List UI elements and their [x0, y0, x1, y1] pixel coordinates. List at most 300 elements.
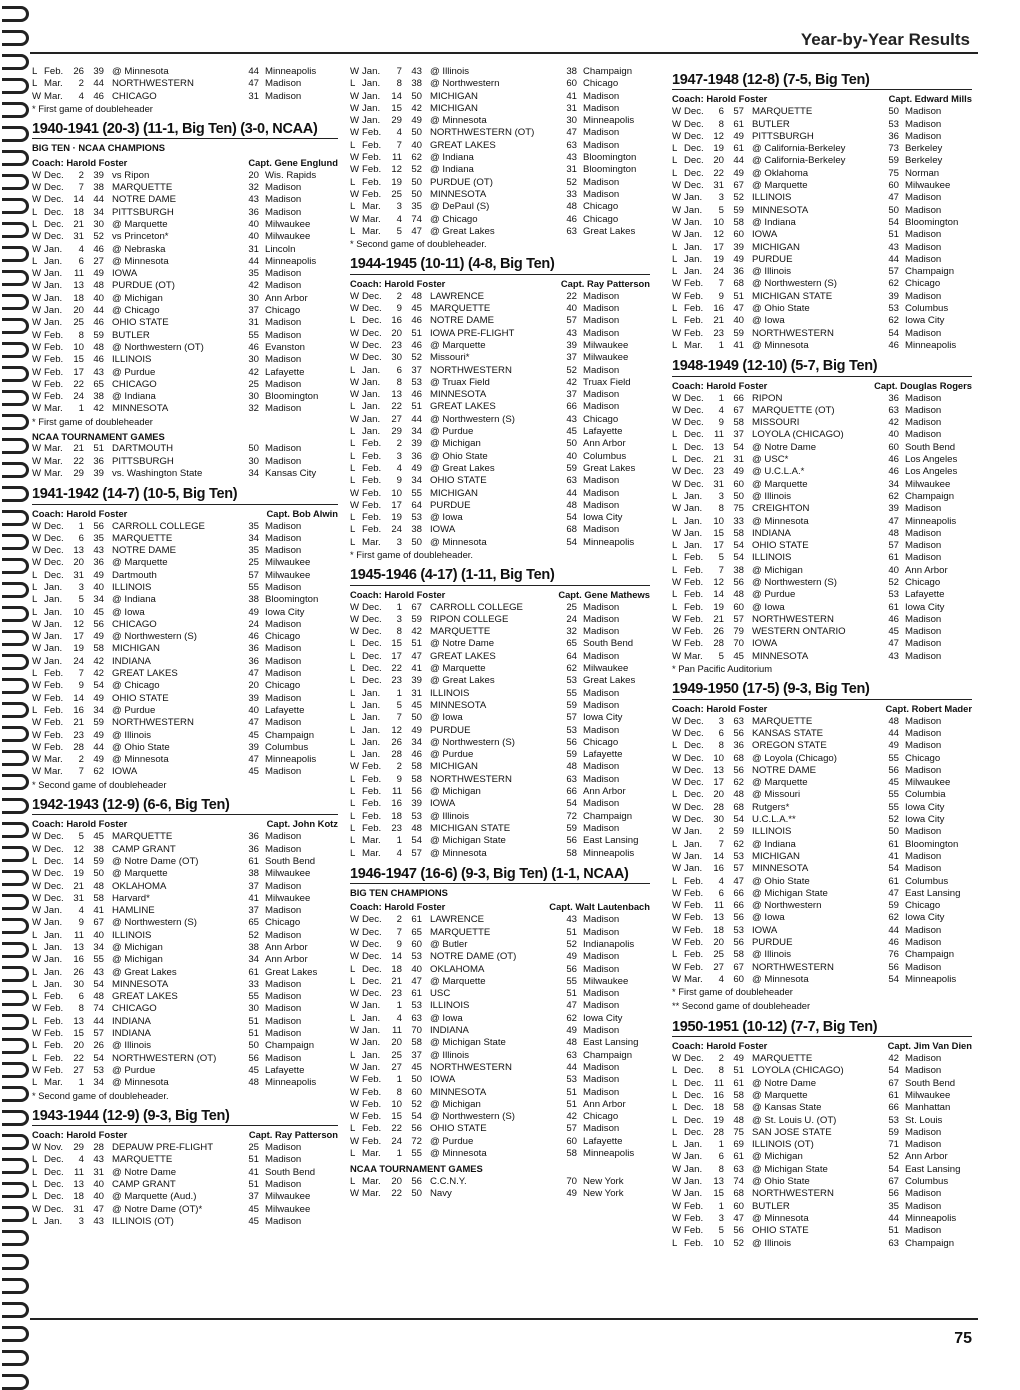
site: East Lansing [905, 887, 961, 899]
binding-ring [2, 438, 29, 454]
day: 21 [73, 443, 84, 455]
game-row [350, 1062, 650, 1074]
opponent-score: 52 [566, 176, 577, 188]
opponent: @ Marquette [430, 663, 486, 675]
opponent: OHIO STATE [112, 317, 169, 329]
opponent-score: 53 [888, 589, 899, 601]
day: 21 [713, 613, 724, 625]
opponent-score: 51 [566, 988, 577, 1000]
month: Feb. [362, 450, 382, 462]
site: Madison [583, 951, 620, 963]
opponent: PURDUE [752, 937, 793, 948]
game-row [350, 328, 650, 340]
binding-ring [2, 174, 29, 190]
opponent-score: 52 [566, 939, 577, 950]
result: W [672, 777, 682, 789]
site: Iowa City [905, 801, 945, 813]
site: Madison [265, 929, 302, 941]
opponent: Harvard* [112, 892, 150, 904]
day: 1 [78, 403, 84, 415]
opponent-score: 62 [888, 315, 899, 327]
opponent-score: 56 [888, 961, 899, 973]
opponent: GREAT LAKES [430, 139, 496, 151]
day: 23 [73, 729, 84, 741]
site: Madison [583, 1000, 620, 1012]
result: L [350, 663, 356, 675]
result: W [672, 392, 682, 404]
site: Madison [265, 1215, 302, 1227]
day: 1 [718, 1200, 724, 1212]
footnote: * Second game of doubleheader [32, 778, 167, 790]
site: Milwaukee [905, 1089, 951, 1101]
wisconsin-score: 68 [733, 278, 744, 290]
opponent: NOTRE DAME [752, 764, 816, 776]
game-row [32, 594, 338, 606]
day: 11 [392, 1025, 402, 1037]
site: South Bend [905, 441, 956, 453]
game-row [32, 91, 338, 103]
game-row [672, 242, 972, 254]
day: 2 [396, 290, 402, 302]
wisconsin-score: 34 [93, 594, 104, 606]
month: Jan. [362, 413, 381, 425]
site: Bloomington [583, 152, 637, 164]
game-row [32, 582, 338, 594]
month: Feb. [44, 991, 64, 1003]
month: Dec. [684, 118, 704, 130]
opponent-score: 33 [248, 978, 259, 990]
game-row [350, 1074, 650, 1086]
opponent-score: 46 [888, 466, 899, 478]
game-row [672, 1213, 972, 1225]
wisconsin-score: 70 [733, 638, 744, 650]
coach-captain-line [350, 901, 650, 914]
result: W [672, 404, 682, 416]
opponent-score: 37 [248, 305, 259, 317]
day: 1 [78, 520, 84, 532]
result: W [672, 1188, 682, 1200]
opponent: @ Marquette [430, 339, 486, 351]
opponent: ILLINOIS (OT) [752, 1139, 814, 1151]
result: W [350, 213, 360, 225]
day: 22 [73, 378, 84, 390]
opponent: CHICAGO [112, 618, 157, 630]
day: 9 [78, 917, 84, 929]
binding-ring [2, 342, 29, 358]
wisconsin-score: 50 [411, 90, 422, 102]
game-row [672, 1201, 972, 1213]
wisconsin-score: 53 [411, 512, 422, 524]
game-row [32, 967, 338, 979]
site: Madison [905, 961, 942, 973]
game-row [350, 426, 650, 438]
opponent-score: 59 [566, 699, 577, 711]
wisconsin-score: 60 [733, 1200, 744, 1212]
game-row [32, 979, 338, 991]
wisconsin-score: 75 [733, 1126, 744, 1138]
site: Madison [265, 194, 302, 206]
site: Madison [583, 626, 620, 638]
opponent-score: 34 [248, 954, 259, 966]
opponent: @ Northwestern (S) [112, 631, 197, 643]
result: W [32, 545, 42, 557]
wisconsin-score: 47 [733, 1212, 744, 1224]
site: Madison [905, 192, 942, 204]
opponent: @ Michigan State [430, 835, 506, 847]
binding-ring [2, 102, 29, 118]
opponent: IOWA [430, 798, 456, 810]
result: W [32, 754, 42, 766]
wisconsin-score: 66 [733, 900, 744, 912]
site: Madison [905, 626, 942, 638]
opponent-score: 36 [248, 831, 259, 843]
month: Dec. [44, 169, 64, 181]
day: 25 [391, 1049, 402, 1061]
game-row [350, 177, 650, 189]
game-row [350, 315, 650, 327]
opponent-score: 55 [566, 975, 577, 987]
opponent: @ Illinois [430, 810, 470, 822]
day: 22 [391, 1123, 402, 1135]
day: 22 [73, 455, 84, 467]
column-3 [672, 66, 972, 1250]
result: W [672, 961, 682, 973]
day: 20 [73, 1040, 84, 1052]
site: Lafayette [583, 1135, 623, 1147]
result: W [32, 455, 42, 467]
binding-ring [2, 270, 29, 286]
result: L [672, 1102, 678, 1114]
opponent: @ California-Berkeley [752, 155, 846, 167]
site: Madison [905, 540, 942, 552]
opponent: @ Northwestern [752, 900, 822, 912]
captain-name: Capt. Jim Van Dien [887, 1040, 972, 1052]
game-row [672, 503, 972, 515]
month: Dec. [684, 429, 704, 441]
opponent-score: 40 [888, 429, 899, 441]
result: W [350, 914, 360, 926]
wisconsin-score: 40 [93, 1191, 104, 1203]
day: 15 [713, 527, 724, 539]
coach-captain-line [672, 93, 972, 106]
month: Nov. [44, 1142, 64, 1154]
site: Chicago [265, 680, 301, 692]
day: 30 [391, 352, 402, 364]
day: 20 [391, 1037, 402, 1049]
opponent-score: 47 [888, 192, 899, 204]
result: W [350, 988, 360, 1000]
site: Madison [265, 268, 302, 280]
wisconsin-score: 45 [733, 650, 744, 662]
opponent: NORTHWESTERN [752, 327, 834, 339]
wisconsin-score: 39 [411, 438, 422, 450]
day: 29 [391, 115, 402, 127]
site: Bloomington [905, 216, 959, 228]
game-row [350, 774, 650, 786]
opponent-score: 35 [248, 545, 259, 557]
month: Dec. [684, 155, 704, 167]
site: Madison [265, 643, 302, 655]
result: L [32, 966, 38, 978]
game-row [350, 537, 650, 549]
site: South Bend [583, 638, 634, 650]
opponent-score: 36 [248, 643, 259, 655]
opponent: @ Marquette [112, 868, 168, 880]
month: Feb. [44, 680, 64, 692]
game-row [672, 1139, 972, 1151]
game-row [32, 66, 338, 78]
binding-ring [2, 222, 29, 238]
month: Jan. [44, 618, 63, 630]
opponent-score: 44 [888, 253, 899, 265]
opponent: LAWRENCE [430, 914, 485, 926]
month: Feb. [44, 1040, 64, 1052]
result: W [32, 741, 42, 753]
month: Dec. [684, 1053, 704, 1065]
result: W [32, 169, 42, 181]
wisconsin-score: 44 [93, 194, 104, 206]
opponent-score: 39 [888, 290, 899, 302]
opponent-score: 54 [566, 798, 577, 810]
month: Dec. [684, 752, 704, 764]
month: Dec. [44, 520, 64, 532]
month: Feb. [362, 786, 382, 798]
wisconsin-score: 39 [93, 467, 104, 479]
opponent: CARROLL COLLEGE [112, 520, 205, 532]
opponent-score: 55 [248, 329, 259, 341]
site: Milwaukee [265, 1203, 311, 1215]
wisconsin-score: 40 [93, 929, 104, 941]
result: W [32, 557, 42, 569]
month: Jan. [684, 540, 703, 552]
wisconsin-score: 60 [733, 601, 744, 613]
month: Dec. [684, 1114, 704, 1126]
day: 23 [391, 822, 402, 834]
binding-ring [2, 750, 29, 766]
wisconsin-score: 48 [733, 789, 744, 801]
result: W [350, 626, 360, 638]
opponent-score: 50 [248, 1040, 259, 1052]
day: 17 [713, 540, 724, 552]
game-row [32, 631, 338, 643]
game-row [32, 403, 338, 415]
site: Chicago [583, 1111, 619, 1123]
site: Milwaukee [583, 975, 629, 987]
wisconsin-score: 62 [733, 838, 744, 850]
month: Dec. [362, 339, 382, 351]
wisconsin-score: 52 [411, 1098, 422, 1110]
result: L [32, 991, 38, 1003]
wisconsin-score: 36 [733, 740, 744, 752]
day: 7 [718, 564, 724, 576]
site: Milwaukee [265, 892, 311, 904]
opponent: IOWA [112, 766, 138, 778]
result: W [32, 905, 42, 917]
month: Jan. [362, 1061, 381, 1073]
month: Mar. [362, 1187, 381, 1199]
site: Madison [905, 613, 942, 625]
result: L [672, 601, 678, 613]
opponent-score: 67 [888, 1077, 899, 1089]
opponent-score: 40 [248, 218, 259, 230]
game-row [350, 1037, 650, 1049]
wisconsin-score: 54 [733, 441, 744, 453]
wisconsin-score: 56 [93, 520, 104, 532]
binding-ring [2, 414, 29, 430]
binding-ring [2, 1374, 29, 1390]
opponent-score: 59 [888, 900, 899, 912]
site: Madison [265, 668, 302, 680]
day: 10 [713, 515, 724, 527]
day: 3 [396, 450, 402, 462]
wisconsin-score: 49 [733, 167, 744, 179]
binding-ring [2, 78, 29, 94]
day: 12 [73, 843, 84, 855]
game-row [672, 229, 972, 241]
opponent-score: 55 [566, 687, 577, 699]
game-row [350, 786, 650, 798]
game-row [350, 524, 650, 536]
result: W [32, 1003, 42, 1015]
day: 16 [713, 863, 724, 875]
footer-rule [30, 1318, 978, 1320]
wisconsin-score: 60 [733, 229, 744, 241]
site: Madison [265, 403, 302, 415]
opponent: @ California-Berkeley [752, 143, 846, 155]
wisconsin-score: 53 [411, 1000, 422, 1012]
result: W [672, 863, 682, 875]
site: Columbus [905, 1176, 949, 1188]
section-subheading: NCAA TOURNAMENT GAMES [350, 1163, 483, 1175]
opponent: MINNESOTA [430, 389, 487, 401]
result: L [350, 847, 356, 859]
opponent-score: 75 [888, 167, 899, 179]
game-row [32, 1077, 338, 1089]
result: L [672, 949, 678, 961]
game-row [672, 777, 972, 789]
binding-ring [2, 822, 29, 838]
spiral-binding [0, 0, 30, 1380]
game-row [672, 429, 972, 441]
game-row [350, 91, 650, 103]
site: Ann Arbor [583, 1098, 626, 1110]
game-row [350, 700, 650, 712]
month: Mar. [44, 754, 63, 766]
opponent-score: 59 [566, 462, 577, 474]
opponent: GREAT LAKES [430, 650, 496, 662]
game-row [672, 900, 972, 912]
site: Bloomington [583, 164, 637, 176]
day: 9 [396, 939, 402, 950]
opponent: @ Indiana [430, 164, 474, 176]
result: W [32, 243, 42, 255]
month: Feb. [684, 1200, 704, 1212]
day: 5 [718, 204, 724, 216]
day: 9 [396, 303, 402, 315]
month: Dec. [684, 466, 704, 478]
opponent: @ Northwestern [430, 78, 500, 90]
opponent-score: 40 [566, 450, 577, 462]
opponent: NOTRE DAME [112, 545, 176, 557]
site: Ann Arbor [905, 1151, 948, 1163]
opponent: @ Kansas State [752, 1102, 822, 1114]
month: Dec. [684, 130, 704, 142]
month: Dec. [684, 180, 704, 192]
wisconsin-score: 59 [93, 329, 104, 341]
month: Dec. [684, 1089, 704, 1101]
opponent: MARQUETTE [430, 926, 491, 938]
result: L [672, 1065, 678, 1077]
captain-name: Capt. Ray Patterson [560, 277, 650, 289]
day: 29 [73, 467, 84, 479]
month: Jan. [684, 1163, 703, 1175]
opponent-score: 43 [566, 327, 577, 339]
opponent: PITTSBURGH [112, 206, 174, 218]
month: Jan. [44, 1215, 63, 1227]
site: Iowa City [905, 601, 945, 613]
month: Dec. [362, 315, 382, 327]
result: W [672, 229, 682, 241]
game-row [32, 207, 338, 219]
wisconsin-score: 43 [93, 1215, 104, 1227]
result: L [672, 454, 678, 466]
site: Madison [265, 991, 302, 1003]
result: L [672, 429, 678, 441]
opponent: DEPAUW PRE-FLIGHT [112, 1142, 214, 1154]
opponent-score: 54 [566, 512, 577, 524]
opponent-score: 51 [888, 229, 899, 241]
captain-name: Capt. Bob Alwin [266, 507, 338, 519]
wisconsin-score: 56 [733, 912, 744, 924]
opponent: @ Illinois [752, 266, 792, 278]
result: L [32, 1154, 38, 1166]
month: Dec. [684, 740, 704, 752]
month: Jan. [362, 724, 381, 736]
day: 4 [78, 1154, 84, 1166]
day: 20 [713, 155, 724, 167]
opponent-score: 51 [248, 1154, 259, 1166]
month: Feb. [362, 1123, 382, 1135]
site: Madison [265, 378, 302, 390]
result: L [32, 206, 38, 218]
site: Minneapolis [265, 754, 317, 766]
site: Minneapolis [905, 973, 957, 985]
month: Dec. [44, 206, 64, 218]
month: Jan. [44, 643, 63, 655]
opponent: OKLAHOMA [430, 963, 485, 975]
day: 18 [713, 924, 724, 936]
game-row [32, 954, 338, 966]
wisconsin-score: 54 [733, 552, 744, 564]
site: East Lansing [583, 835, 639, 847]
site: Evanston [265, 341, 306, 353]
site: Madison [265, 831, 302, 843]
wisconsin-score: 46 [93, 317, 104, 329]
result: W [350, 339, 360, 351]
result: W [32, 391, 42, 403]
month: Feb. [362, 1086, 382, 1098]
wisconsin-score: 58 [411, 773, 422, 785]
opponent-score: 56 [888, 764, 899, 776]
opponent: @ Truax Field [430, 376, 490, 388]
site: Madison [583, 601, 620, 613]
month: Dec. [684, 814, 704, 826]
game-row [32, 856, 338, 868]
game-row [672, 614, 972, 626]
opponent-score: 47 [248, 668, 259, 680]
wisconsin-score: 74 [93, 1003, 104, 1015]
day: 11 [74, 1166, 84, 1178]
